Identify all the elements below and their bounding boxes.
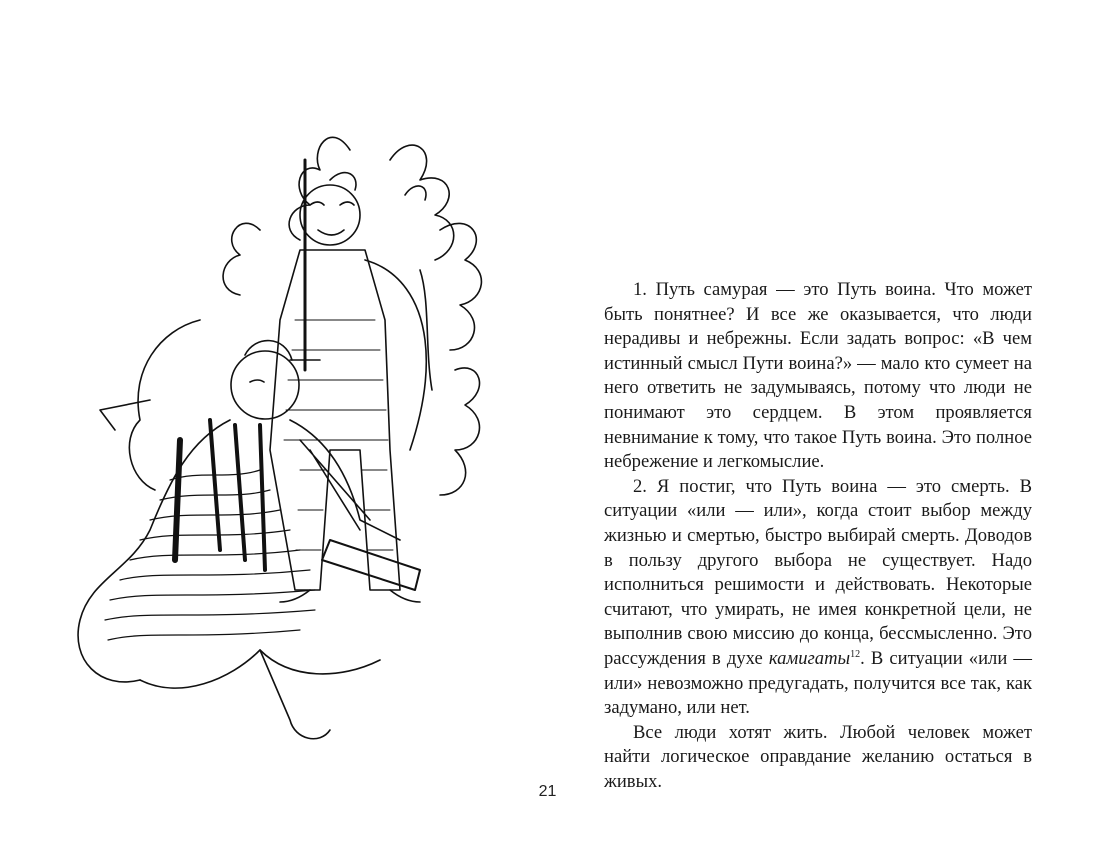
main-text — [604, 278, 1032, 794]
samurai-illustration — [60, 120, 500, 760]
samurai-figure — [78, 320, 420, 739]
paragraph-3: Все люди хотят жить. Любой человек может найти логическое оправдание желанию остаться в живых. — [604, 721, 1032, 792]
paragraph-1: 1. Путь самурая — это Путь воина. Что может быть понятнее? И все же оказывается, что люди нерадивы и небрежны. Если задать вопрос: «В чем истинный смысл Пути воина?» — мало кто сумеет на него ответить не задумываясь, потому что люди не понимают это сердцем. В этом проявляется невнимание к тому, что такое Путь воина. Это полное небрежение и легкомыслие. — [604, 279, 1032, 473]
page-number: 21 — [538, 783, 557, 800]
deity-figure — [270, 160, 432, 602]
paragraph-2: 2. Я постиг, что Путь воина — это смерть. В ситуации «или — или», когда стоит выбор между жизнью и смертью, быстро выбирай смерть. Доводов в пользу другого выбора не существует. Надо исполниться решимости и действовать. Некоторые считают, что умирать, не имея конкретной цели, не выполнив свою миссию до конца, бессмысленно. Это рассуждения в духе камигаты$^{12}$. В ситуации «или — или» невозможно предугадать, получится все так, как задумано, или нет. — [604, 475, 1032, 719]
footnote-marker[interactable]: 12 — [850, 648, 861, 660]
italic-term: камигаты — [768, 647, 851, 669]
